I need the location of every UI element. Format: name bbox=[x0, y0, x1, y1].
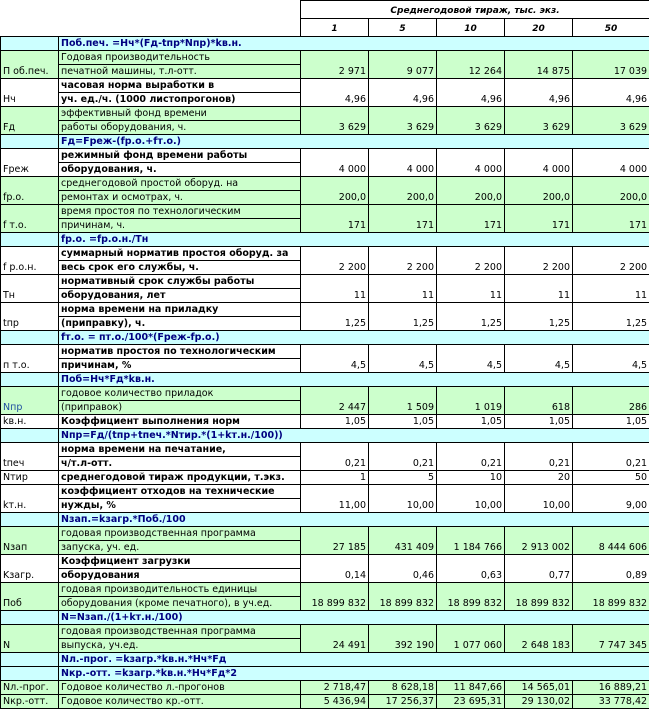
header-col-10: 10 bbox=[437, 19, 505, 37]
row-value: 200,0 bbox=[437, 177, 505, 205]
row-desc-line1: часовая норма выработки в bbox=[59, 79, 301, 93]
row-desc-line1: норматив простоя по технологическим bbox=[59, 345, 301, 359]
row-code: П об.печ. bbox=[1, 51, 59, 79]
row-value: 1,25 bbox=[301, 303, 369, 331]
row-value: 27 185 bbox=[301, 527, 369, 555]
blank-corner bbox=[1, 1, 301, 37]
formula-row bbox=[1, 611, 649, 625]
row-value: 10,00 bbox=[369, 485, 437, 513]
row-desc-line2: ремонтах и осмотрах, ч. bbox=[59, 191, 301, 205]
row-desc-line2: работы оборудования, ч. bbox=[59, 121, 301, 135]
row-desc-line1: годовая производственная программа bbox=[59, 527, 301, 541]
table-row bbox=[1, 247, 649, 261]
row-value: 11 bbox=[573, 275, 649, 303]
formula-text: Fд=Fреж-(fр.о.+fт.о.) bbox=[59, 135, 649, 149]
row-value: 392 190 bbox=[369, 625, 437, 653]
row-value: 18 899 832 bbox=[369, 583, 437, 611]
row-value: 200,0 bbox=[369, 177, 437, 205]
row-value: 18 899 832 bbox=[573, 583, 649, 611]
table-row bbox=[1, 275, 649, 289]
row-code: fр.о. bbox=[1, 177, 59, 205]
table-row bbox=[1, 205, 649, 219]
row-value: 1,05 bbox=[505, 415, 573, 429]
row-code: Nпр bbox=[1, 387, 59, 415]
row-value: 2 200 bbox=[369, 247, 437, 275]
row-value: 4,5 bbox=[573, 345, 649, 373]
table-row bbox=[1, 583, 649, 597]
row-code: Тн bbox=[1, 275, 59, 303]
row-code: f т.о. bbox=[1, 205, 59, 233]
row-desc-line2: нужды, % bbox=[59, 499, 301, 513]
row-value: 1,25 bbox=[573, 303, 649, 331]
row-code: f р.о.н. bbox=[1, 247, 59, 275]
row-code: Поб bbox=[1, 583, 59, 611]
row-value: 11,00 bbox=[301, 485, 369, 513]
table-row bbox=[1, 51, 649, 65]
table-row bbox=[1, 443, 649, 457]
row-value: 4,5 bbox=[437, 345, 505, 373]
row-value: 50 bbox=[573, 471, 649, 485]
formula-row bbox=[1, 135, 649, 149]
row-value: 4 000 bbox=[573, 149, 649, 177]
row-value: 171 bbox=[301, 205, 369, 233]
row-value: 3 629 bbox=[573, 107, 649, 135]
row-value: 8 628,18 bbox=[369, 681, 437, 695]
row-value: 1,25 bbox=[369, 303, 437, 331]
formula-row bbox=[1, 667, 649, 681]
row-desc-line1: Коэффициент загрузки bbox=[59, 555, 301, 569]
row-value: 4 000 bbox=[301, 149, 369, 177]
row-desc-line2: оборудования (кроме печатного), в уч.ед. bbox=[59, 597, 301, 611]
row-value: 3 629 bbox=[505, 107, 573, 135]
row-value: 0,89 bbox=[573, 555, 649, 583]
row-value: 18 899 832 bbox=[301, 583, 369, 611]
table-row bbox=[1, 625, 649, 639]
formula-text: Поб=Нч*Fд*kв.н. bbox=[59, 373, 649, 387]
row-code: Fреж bbox=[1, 149, 59, 177]
header-title: Среднегодовой тираж, тыс. экз. bbox=[301, 1, 649, 19]
row-desc-line1: норма времени на приладку bbox=[59, 303, 301, 317]
table-row bbox=[1, 79, 649, 93]
row-value: 3 629 bbox=[369, 107, 437, 135]
row-value: 4 000 bbox=[505, 149, 573, 177]
row-value: 2 718,47 bbox=[301, 681, 369, 695]
row-value: 11 847,66 bbox=[437, 681, 505, 695]
row-value: 16 889,21 bbox=[573, 681, 649, 695]
formula-spacer bbox=[1, 513, 59, 527]
row-desc-line1: время простоя по технологическим bbox=[59, 205, 301, 219]
row-code: kт.н. bbox=[1, 485, 59, 513]
row-desc-line2: уч. ед./ч. (1000 листопрогонов) bbox=[59, 93, 301, 107]
formula-text: Nзап.=kзагр.*Поб./100 bbox=[59, 513, 649, 527]
row-code: Nкр.-отт. bbox=[1, 695, 59, 709]
row-value: 0,63 bbox=[437, 555, 505, 583]
row-value: 2 913 002 bbox=[505, 527, 573, 555]
row-value: 1,05 bbox=[369, 415, 437, 429]
row-value: 10 bbox=[437, 471, 505, 485]
row-value: 29 130,02 bbox=[505, 695, 573, 709]
formula-text: fт.о. = пт.о./100*(Fреж-fр.о.) bbox=[59, 331, 649, 345]
row-value: 14 875 bbox=[505, 51, 573, 79]
row-value: 2 200 bbox=[573, 247, 649, 275]
row-value: 200,0 bbox=[573, 177, 649, 205]
row-value: 4,96 bbox=[437, 79, 505, 107]
table-row bbox=[1, 387, 649, 401]
row-value: 2 648 183 bbox=[505, 625, 573, 653]
row-desc-line1: эффективный фонд времени bbox=[59, 107, 301, 121]
row-desc-line1: годовое количество приладок bbox=[59, 387, 301, 401]
row-value: 171 bbox=[505, 205, 573, 233]
row-value: 3 629 bbox=[301, 107, 369, 135]
row-value: 1,25 bbox=[505, 303, 573, 331]
row-desc-line1: суммарный норматив простоя оборуд. за bbox=[59, 247, 301, 261]
row-value: 5 436,94 bbox=[301, 695, 369, 709]
row-value: 18 899 832 bbox=[505, 583, 573, 611]
formula-spacer bbox=[1, 233, 59, 247]
row-value: 4,96 bbox=[505, 79, 573, 107]
row-value: 11 bbox=[301, 275, 369, 303]
row-value: 0,21 bbox=[505, 443, 573, 471]
row-desc-line2: выпуска, уч.ед. bbox=[59, 639, 301, 653]
formula-spacer bbox=[1, 37, 59, 51]
formula-row bbox=[1, 373, 649, 387]
formula-row bbox=[1, 331, 649, 345]
table-row bbox=[1, 555, 649, 569]
row-value: 0,21 bbox=[437, 443, 505, 471]
row-value: 9,00 bbox=[573, 485, 649, 513]
header-col-20: 20 bbox=[505, 19, 573, 37]
row-value: 4,5 bbox=[301, 345, 369, 373]
row-code: Nзап bbox=[1, 527, 59, 555]
row-code: kв.н. bbox=[1, 415, 59, 429]
formula-text: Nкр.-отт. =kзагр.*kв.н.*Нч*Fд*2 bbox=[59, 667, 649, 681]
row-value: 1 509 bbox=[369, 387, 437, 415]
row-value: 171 bbox=[573, 205, 649, 233]
row-value: 171 bbox=[437, 205, 505, 233]
row-value: 14 565,01 bbox=[505, 681, 573, 695]
row-value: 4 000 bbox=[369, 149, 437, 177]
row-desc-line1: Годовая производительность bbox=[59, 51, 301, 65]
row-value: 10,00 bbox=[437, 485, 505, 513]
formula-text: Nпр=Fд/(tпр+tпеч.*Nтир.*(1+kт.н./100)) bbox=[59, 429, 649, 443]
formula-spacer bbox=[1, 653, 59, 667]
row-value: 2 447 bbox=[301, 387, 369, 415]
row-desc-line1: среднегодовой простой оборуд. на bbox=[59, 177, 301, 191]
formula-spacer bbox=[1, 135, 59, 149]
row-value: 2 200 bbox=[301, 247, 369, 275]
row-desc: Годовое количество кр.-отт. bbox=[59, 695, 301, 709]
formula-spacer bbox=[1, 331, 59, 345]
formula-text: Nл.-прог. =kзагр.*kв.н.*Нч*Fд bbox=[59, 653, 649, 667]
row-value: 1,25 bbox=[437, 303, 505, 331]
row-desc-line2: запуска, уч. ед. bbox=[59, 541, 301, 555]
formula-spacer bbox=[1, 611, 59, 625]
row-value: 2 971 bbox=[301, 51, 369, 79]
row-value: 2 200 bbox=[437, 247, 505, 275]
row-value: 431 409 bbox=[369, 527, 437, 555]
row-value: 10,00 bbox=[505, 485, 573, 513]
row-desc-line2: оборудования, лет bbox=[59, 289, 301, 303]
row-desc-line2: (приправку), ч. bbox=[59, 317, 301, 331]
table-row bbox=[1, 527, 649, 541]
formula-text: Поб.печ. =Нч*(Fд-tпр*Nпр)*kв.н. bbox=[59, 37, 649, 51]
row-value: 1 bbox=[301, 471, 369, 485]
row-value: 17 039 bbox=[573, 51, 649, 79]
row-code: tпеч bbox=[1, 443, 59, 471]
row-desc-line2: оборудования bbox=[59, 569, 301, 583]
row-value: 11 bbox=[505, 275, 573, 303]
row-value: 0,21 bbox=[369, 443, 437, 471]
row-value: 24 491 bbox=[301, 625, 369, 653]
table-row bbox=[1, 177, 649, 191]
formula-spacer bbox=[1, 373, 59, 387]
row-value: 0,21 bbox=[301, 443, 369, 471]
row-value: 17 256,37 bbox=[369, 695, 437, 709]
row-value: 286 bbox=[573, 387, 649, 415]
row-desc-line2: (приправок) bbox=[59, 401, 301, 415]
formula-spacer bbox=[1, 429, 59, 443]
formula-row bbox=[1, 513, 649, 527]
row-desc-line2: ч/т.л-отт. bbox=[59, 457, 301, 471]
table-row bbox=[1, 695, 649, 709]
row-value: 23 695,31 bbox=[437, 695, 505, 709]
row-code: Nл.-прог. bbox=[1, 681, 59, 695]
row-desc-line1: годовая производительность единицы bbox=[59, 583, 301, 597]
row-code: Nтир bbox=[1, 471, 59, 485]
row-value: 4,5 bbox=[369, 345, 437, 373]
row-desc-line2: весь срок его службы, ч. bbox=[59, 261, 301, 275]
formula-row bbox=[1, 429, 649, 443]
row-value: 1,05 bbox=[301, 415, 369, 429]
row-value: 2 200 bbox=[505, 247, 573, 275]
formula-row bbox=[1, 653, 649, 667]
header-col-5: 5 bbox=[369, 19, 437, 37]
row-desc-line2: оборудования, ч. bbox=[59, 163, 301, 177]
table-row bbox=[1, 681, 649, 695]
formula-row bbox=[1, 37, 649, 51]
table-row bbox=[1, 471, 649, 485]
row-value: 171 bbox=[369, 205, 437, 233]
formula-text: fр.о. =fр.о.н./Тн bbox=[59, 233, 649, 247]
row-code: п т.о. bbox=[1, 345, 59, 373]
row-value: 0,21 bbox=[573, 443, 649, 471]
table-row bbox=[1, 415, 649, 429]
row-value: 200,0 bbox=[301, 177, 369, 205]
row-value: 11 bbox=[437, 275, 505, 303]
row-value: 9 077 bbox=[369, 51, 437, 79]
row-desc: среднегодовой тираж продукции, т.экз. bbox=[59, 471, 301, 485]
row-value: 33 778,42 bbox=[573, 695, 649, 709]
row-desc-line1: режимный фонд времени работы bbox=[59, 149, 301, 163]
table-row bbox=[1, 107, 649, 121]
formula-spacer bbox=[1, 667, 59, 681]
row-desc: Годовое количество л.-прогонов bbox=[59, 681, 301, 695]
row-value: 18 899 832 bbox=[437, 583, 505, 611]
row-value: 5 bbox=[369, 471, 437, 485]
row-code: N bbox=[1, 625, 59, 653]
formula-row bbox=[1, 233, 649, 247]
table-row bbox=[1, 303, 649, 317]
row-value: 200,0 bbox=[505, 177, 573, 205]
row-code: Нч bbox=[1, 79, 59, 107]
table-row bbox=[1, 149, 649, 163]
row-code: Kзагр. bbox=[1, 555, 59, 583]
header-col-1: 1 bbox=[301, 19, 369, 37]
row-value: 4,96 bbox=[573, 79, 649, 107]
row-value: 4,96 bbox=[369, 79, 437, 107]
row-value: 4,96 bbox=[301, 79, 369, 107]
table-row bbox=[1, 485, 649, 499]
row-value: 12 264 bbox=[437, 51, 505, 79]
row-value: 1 184 766 bbox=[437, 527, 505, 555]
row-desc-line2: причинам, ч. bbox=[59, 219, 301, 233]
row-desc-line1: нормативный срок службы работы bbox=[59, 275, 301, 289]
row-desc-line1: годовая производственная программа bbox=[59, 625, 301, 639]
row-value: 0,14 bbox=[301, 555, 369, 583]
row-value: 1,05 bbox=[437, 415, 505, 429]
row-desc-line2: причинам, % bbox=[59, 359, 301, 373]
row-code: tпр bbox=[1, 303, 59, 331]
row-value: 11 bbox=[369, 275, 437, 303]
row-value: 618 bbox=[505, 387, 573, 415]
row-value: 1,05 bbox=[573, 415, 649, 429]
row-value: 7 747 345 bbox=[573, 625, 649, 653]
row-desc-line2: печатной машины, т.л-отт. bbox=[59, 65, 301, 79]
row-value: 0,77 bbox=[505, 555, 573, 583]
row-value: 0,46 bbox=[369, 555, 437, 583]
table-row bbox=[1, 345, 649, 359]
row-value: 4 000 bbox=[437, 149, 505, 177]
row-value: 20 bbox=[505, 471, 573, 485]
row-value: 8 444 606 bbox=[573, 527, 649, 555]
row-desc-line1: коэффициент отходов на технические bbox=[59, 485, 301, 499]
row-value: 1 019 bbox=[437, 387, 505, 415]
row-value: 3 629 bbox=[437, 107, 505, 135]
row-value: 1 077 060 bbox=[437, 625, 505, 653]
row-desc: Коэффициент выполнения норм bbox=[59, 415, 301, 429]
row-desc-line1: норма времени на печатание, bbox=[59, 443, 301, 457]
row-value: 4,5 bbox=[505, 345, 573, 373]
row-code: Fд bbox=[1, 107, 59, 135]
formula-text: N=Nзап./(1+kт.н./100) bbox=[59, 611, 649, 625]
header-col-50: 50 bbox=[573, 19, 649, 37]
